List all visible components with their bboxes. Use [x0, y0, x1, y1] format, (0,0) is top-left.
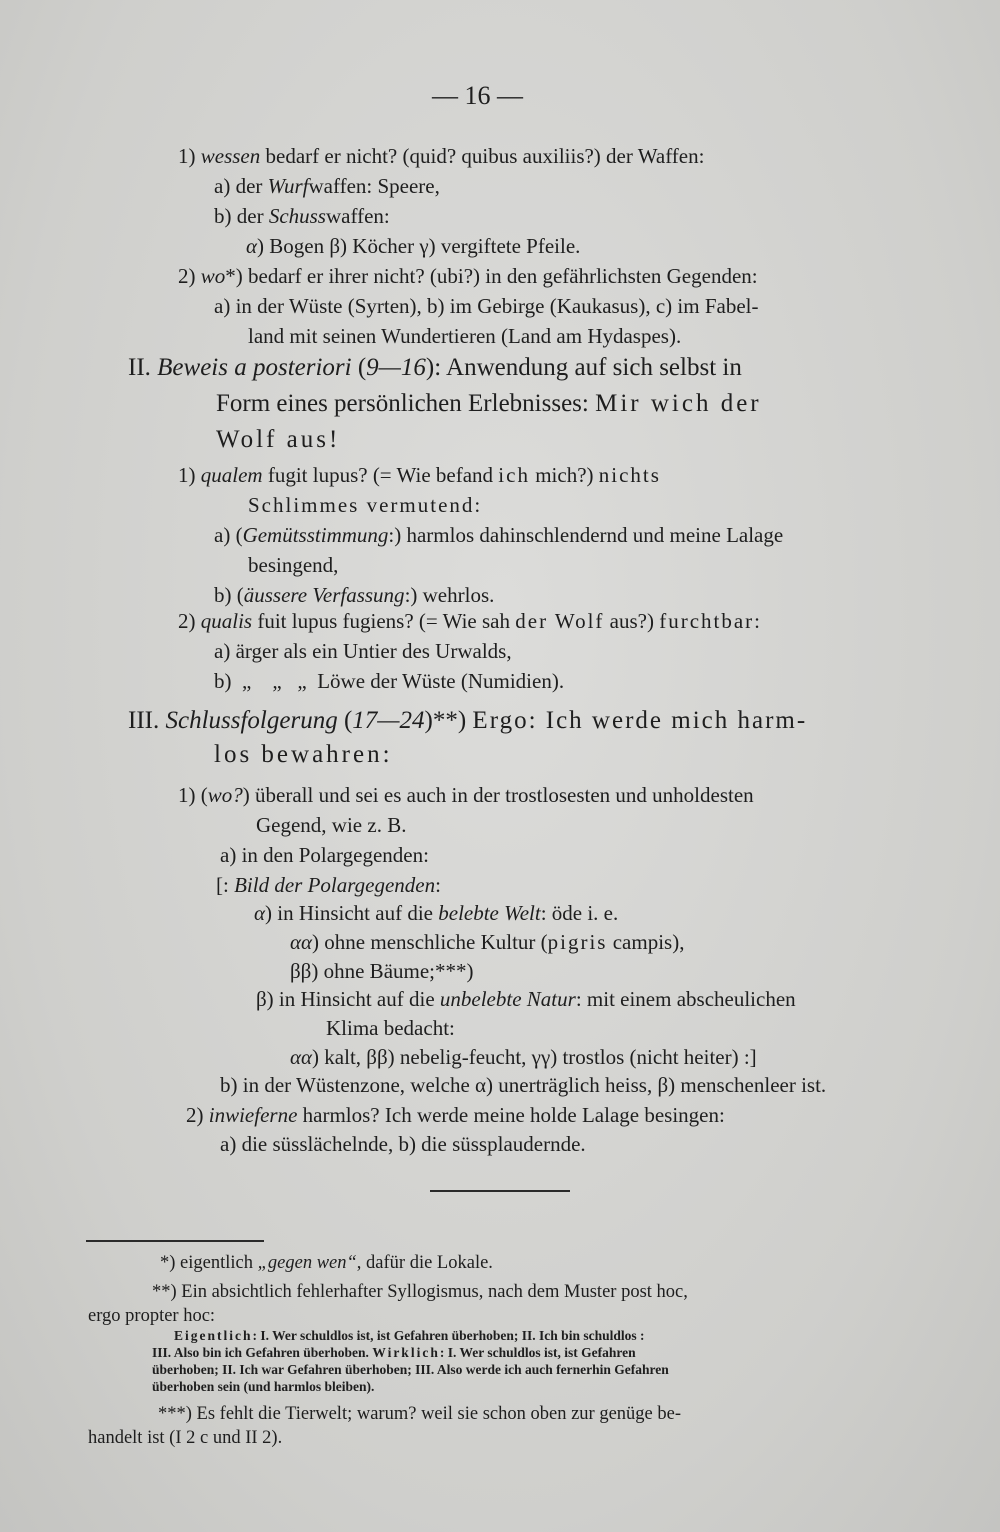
- text-line: III. Schlussfolgerung (17—24)**) Ergo: Ich werde mich harm-: [128, 707, 808, 734]
- text-line: α) in Hinsicht auf die belebte Welt: öde i. e.: [254, 901, 619, 925]
- footnote-line: handelt ist (I 2 c und II 2).: [88, 1428, 283, 1448]
- footnote-rule: [86, 1240, 264, 1242]
- text-line: a) in der Wüste (Syrten), b) im Gebirge (Kaukasus), c) im Fabel-: [214, 294, 759, 318]
- text-line: Schlimmes vermutend:: [248, 493, 483, 517]
- footnote-line: überhoben; II. Ich war Gefahren überhoben; III. Also werde ich auch fernerhin Gefahren: [152, 1362, 669, 1377]
- text-line: αα) ohne menschliche Kultur (pigris campis),: [290, 930, 685, 954]
- text-line: II. Beweis a posteriori (9—16): Anwendung auf sich selbst in: [128, 354, 742, 381]
- footnote-line: **) Ein absichtlich fehlerhafter Syllogismus, nach dem Muster post hoc,: [152, 1282, 688, 1302]
- text-line: Gegend, wie z. B.: [256, 813, 407, 837]
- text-line: b) der Schusswaffen:: [214, 204, 390, 228]
- footnote-line: ***) Es fehlt die Tierwelt; warum? weil sie schon oben zur genüge be-: [158, 1404, 682, 1424]
- footnote-line: überhoben sein (und harmlos bleiben).: [152, 1379, 375, 1394]
- text-line: los bewahren:: [214, 741, 393, 768]
- text-line: β) in Hinsicht auf die unbelebte Natur: mit einem abscheulichen: [256, 987, 796, 1011]
- text-line: αα) kalt, ββ) nebelig-feucht, γγ) trostlos (nicht heiter) :]: [290, 1045, 757, 1069]
- footnote-line: ergo propter hoc:: [88, 1306, 216, 1326]
- text-line: a) die süsslächelnde, b) die süssplaudernde.: [220, 1132, 586, 1156]
- text-line: 2) qualis fuit lupus fugiens? (= Wie sah der Wolf aus?) furchtbar:: [178, 609, 763, 633]
- text-line: 2) inwieferne harmlos? Ich werde meine holde Lalage besingen:: [186, 1103, 725, 1127]
- text-line: 2) wo*) bedarf er ihrer nicht? (ubi?) in den gefährlichsten Gegenden:: [178, 264, 758, 288]
- text-line: α) Bogen β) Köcher γ) vergiftete Pfeile.: [246, 234, 581, 258]
- text-line: ββ) ohne Bäume;***): [290, 959, 474, 983]
- text-line: a) der Wurfwaffen: Speere,: [214, 174, 440, 198]
- footnote-line: *) eigentlich „gegen wen“, dafür die Lokale.: [160, 1253, 493, 1273]
- text-line: b) in der Wüstenzone, welche α) unerträglich heiss, β) menschenleer ist.: [220, 1073, 827, 1097]
- text-line: b) „ „ „ Löwe der Wüste (Numidien).: [214, 669, 565, 693]
- text-line: 1) (wo?) überall und sei es auch in der trostlosesten und unholdesten: [178, 783, 754, 807]
- text-line: a) in den Polargegenden:: [220, 843, 429, 867]
- text-line: Klima bedacht:: [326, 1016, 455, 1040]
- footnote-line: III. Also bin ich Gefahren überhoben. Wirklich: I. Wer schuldlos ist, ist Gefahren: [152, 1345, 636, 1360]
- text-line: besingend,: [248, 553, 339, 577]
- text-line: 1) qualem fugit lupus? (= Wie befand ich mich?) nichts: [178, 463, 661, 487]
- text-line: 1) wessen bedarf er nicht? (quid? quibus auxiliis?) der Waffen:: [178, 144, 705, 168]
- text-line: Form eines persönlichen Erlebnisses: Mir wich der: [216, 390, 762, 417]
- text-line: [: Bild der Polargegenden:: [216, 873, 441, 897]
- section-end-rule: [430, 1190, 570, 1192]
- text-line: a) ärger als ein Untier des Urwalds,: [214, 639, 512, 663]
- footnote-line: Eigentlich: I. Wer schuldlos ist, ist Gefahren überhoben; II. Ich bin schuldlos :: [174, 1328, 645, 1343]
- text-line: a) (Gemütsstimmung:) harmlos dahinschlendernd und meine Lalage: [214, 523, 784, 547]
- text-line: b) (äussere Verfassung:) wehrlos.: [214, 583, 495, 607]
- page-number: — 16 —: [432, 81, 523, 110]
- text-line: land mit seinen Wundertieren (Land am Hydaspes).: [248, 324, 682, 348]
- text-line: Wolf aus!: [216, 426, 341, 453]
